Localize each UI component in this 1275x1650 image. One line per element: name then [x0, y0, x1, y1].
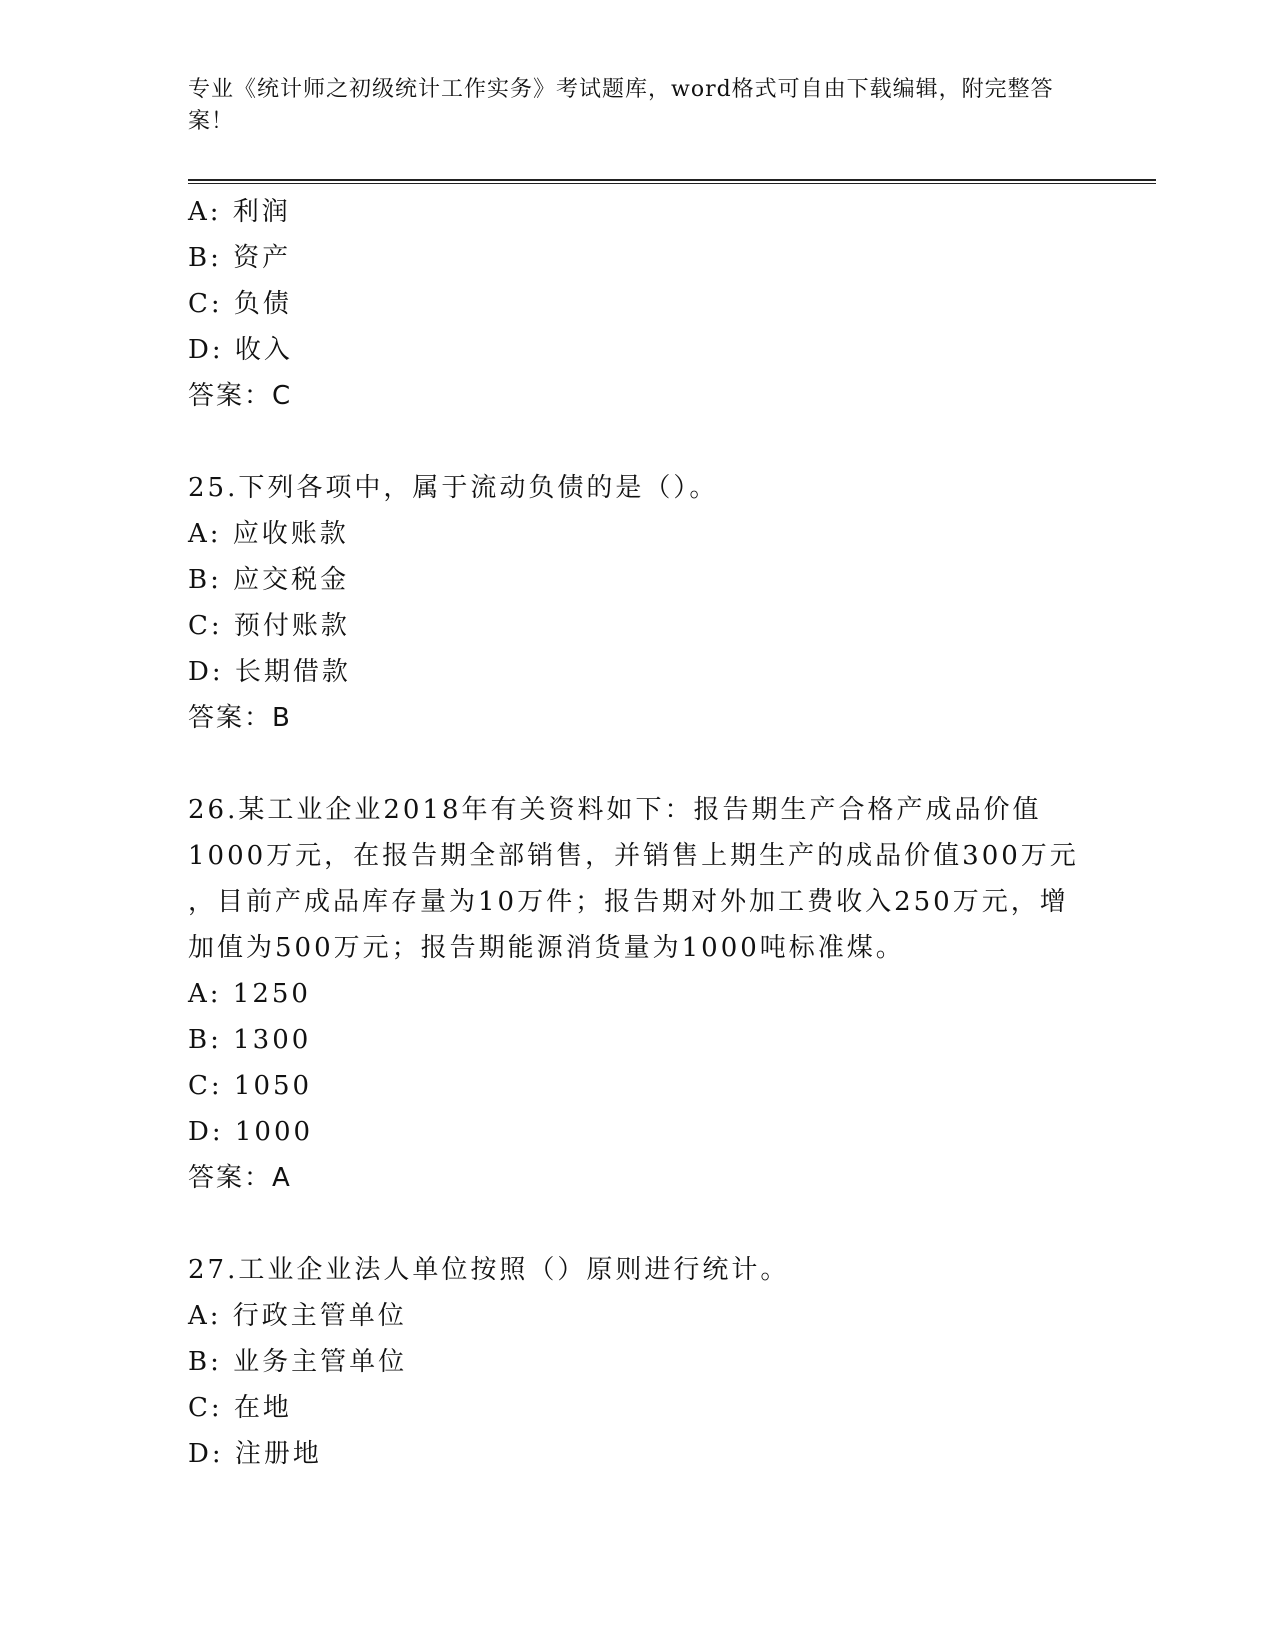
option-a: A: 行政主管单位: [188, 1301, 407, 1331]
question-text-line-3: ，目前产成品库存量为10万件；报告期对外加工费收入250万元，增: [188, 887, 1069, 917]
question-25: [188, 465, 1088, 741]
option-a: A: 1250: [188, 979, 311, 1009]
spacer: [188, 741, 1088, 787]
option-a: A: 利润: [188, 197, 291, 227]
option-c: C: 1050: [188, 1071, 313, 1101]
option-c: C: 预付账款: [188, 611, 350, 641]
option-b: B: 资产: [188, 243, 292, 273]
option-d: D: 长期借款: [188, 657, 351, 687]
spacer: [188, 1201, 1088, 1247]
question-content: [188, 189, 1088, 1477]
header-rule-thick: [188, 179, 1156, 181]
question-27: [188, 1247, 1088, 1477]
option-d: D: 1000: [188, 1117, 314, 1147]
question-24: [188, 189, 1088, 419]
answer: 答案：C: [188, 381, 293, 411]
question-26: [188, 787, 1088, 1201]
question-text: 27.工业企业法人单位按照（）原则进行统计。: [188, 1255, 790, 1285]
header-rule-thin: [188, 183, 1156, 184]
spacer: [188, 419, 1088, 465]
question-text-line-4: 加值为500万元；报告期能源消货量为1000吨标准煤。: [188, 933, 905, 963]
question-text-line-2: 1000万元，在报告期全部销售，并销售上期生产的成品价值300万元: [188, 841, 1079, 871]
option-a: A: 应收账款: [188, 519, 349, 549]
question-text-line-1: 26.某工业企业2018年有关资料如下：报告期生产合格产成品价值: [188, 795, 1042, 825]
option-d: D: 收入: [188, 335, 293, 365]
option-b: B: 应交税金: [188, 565, 350, 595]
question-text: 25.下列各项中，属于流动负债的是（）。: [188, 473, 719, 503]
option-c: C: 在地: [188, 1393, 292, 1423]
option-b: B: 业务主管单位: [188, 1347, 408, 1377]
option-b: B: 1300: [188, 1025, 312, 1055]
answer: 答案：A: [188, 1163, 292, 1193]
option-c: C: 负债: [188, 289, 292, 319]
answer: 答案：B: [188, 703, 292, 733]
option-d: D: 注册地: [188, 1439, 322, 1469]
page-header: 专业《统计师之初级统计工作实务》考试题库，word格式可自由下载编辑，附完整答案！: [188, 77, 1054, 134]
